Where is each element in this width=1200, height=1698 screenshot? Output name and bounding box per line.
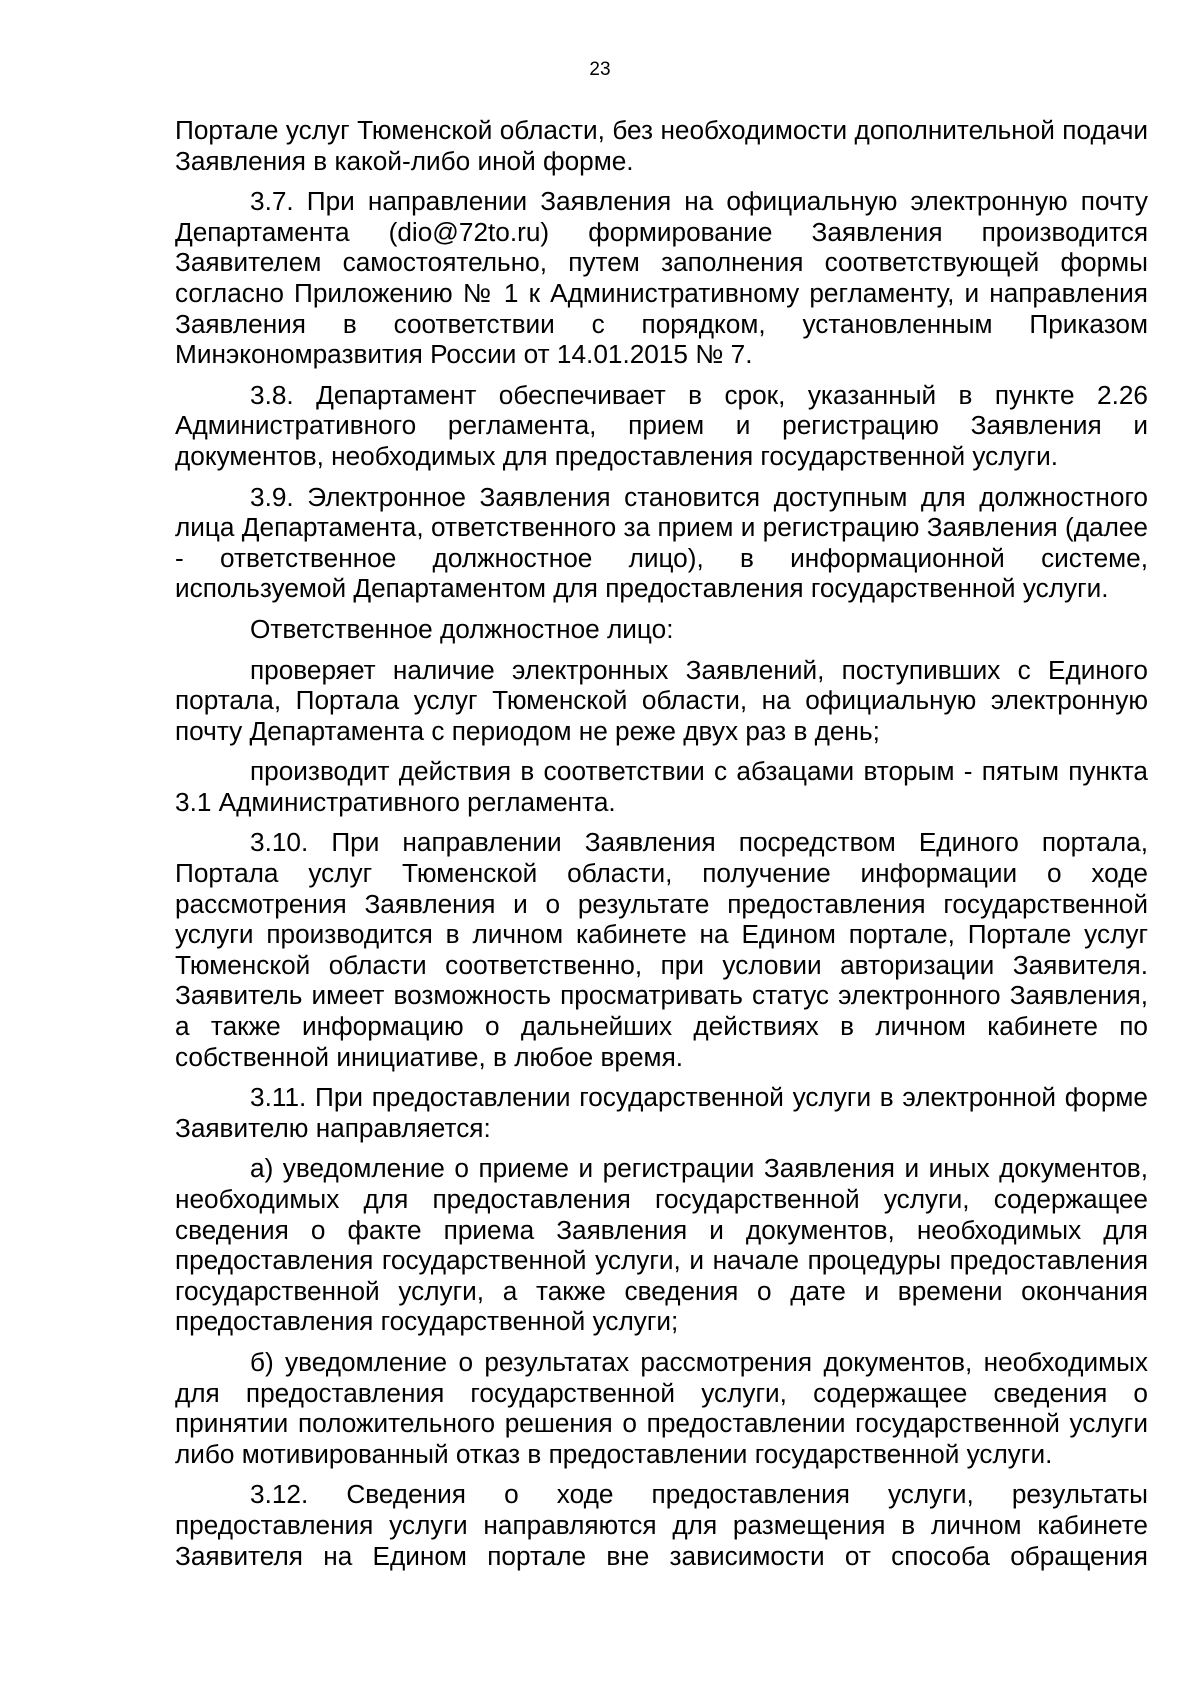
page-number: 23 [589, 59, 611, 80]
document-body [175, 115, 1148, 1581]
paragraph-performs-actions: производит действия в соответствии с абзацами вторым - пятым пункта 3.1 Административного регламента. [175, 756, 1148, 817]
paragraph-3-11-b: б) уведомление о результатах рассмотрения документов, необходимых для предоставления государственной услуги, содержащее сведения о принятии положительного решения о предоставлении государственной услуги либо мотивированный отказ в предоставлении государственной услуги. [175, 1346, 1148, 1469]
paragraph-responsible-official: Ответственное должностное лицо: [250, 613, 674, 644]
paragraph-3-11-a: а) уведомление о приеме и регистрации Заявления и иных документов, необходимых для предоставления государственной услуги, содержащее сведения о факте приема Заявления и документов, необходимых для предоставления государственной услуги, и начале процедуры предоставления государственной услуги, а также сведения о дате и времени окончания предоставления государственной услуги; [175, 1153, 1148, 1337]
paragraph-3-9: 3.9. Электронное Заявления становится доступным для должностного лица Департамента, ответственного за прием и регистрацию Заявления (далее - ответственное должностное лицо), в информационной системе, используемой Департаментом для предоставления государственной услуги. [175, 481, 1148, 604]
paragraph-checks-applications: проверяет наличие электронных Заявлений, поступивших с Единого портала, Портала услуг Тюменской области, на официальную электронную почту Департамента с периодом не реже двух раз в день; [175, 654, 1148, 746]
paragraph-3-11: 3.11. При предоставлении государственной услуги в электронной форме Заявителю направляется: [175, 1082, 1148, 1143]
paragraph-3-7: 3.7. При направлении Заявления на официальную электронную почту Департамента (dio@72to.ru) формирование Заявления производится Заявителем самостоятельно, путем заполнения соответствующей формы согласно Приложению № 1 к Административному регламенту, и направления Заявления в соответствии с порядком, установленным Приказом Минэкономразвития России от 14.01.2015 № 7. [175, 186, 1148, 370]
paragraph-3-8: 3.8. Департамент обеспечивает в срок, указанный в пункте 2.26 Административного регламента, прием и регистрацию Заявления и документов, необходимых для предоставления государственной услуги. [175, 379, 1148, 471]
paragraph-3-12: 3.12. Сведения о ходе предоставления услуги, результаты предоставления услуги направляются для размещения в личном кабинете Заявителя на Едином портале вне зависимости от способа обращения [175, 1479, 1148, 1571]
paragraph-3-10: 3.10. При направлении Заявления посредством Единого портала, Портала услуг Тюменской области, получение информации о ходе рассмотрения Заявления и о результате предоставления государственной услуги производится в личном кабинете на Едином портале, Портале услуг Тюменской области соответственно, при условии авторизации Заявителя. Заявитель имеет возможность просматривать статус электронного Заявления, а также информацию о дальнейших действиях в личном кабинете по собственной инициативе, в любое время. [175, 827, 1148, 1072]
paragraph-continuation: Портале услуг Тюменской области, без необходимости дополнительной подачи Заявления в какой-либо иной форме. [175, 115, 1148, 176]
